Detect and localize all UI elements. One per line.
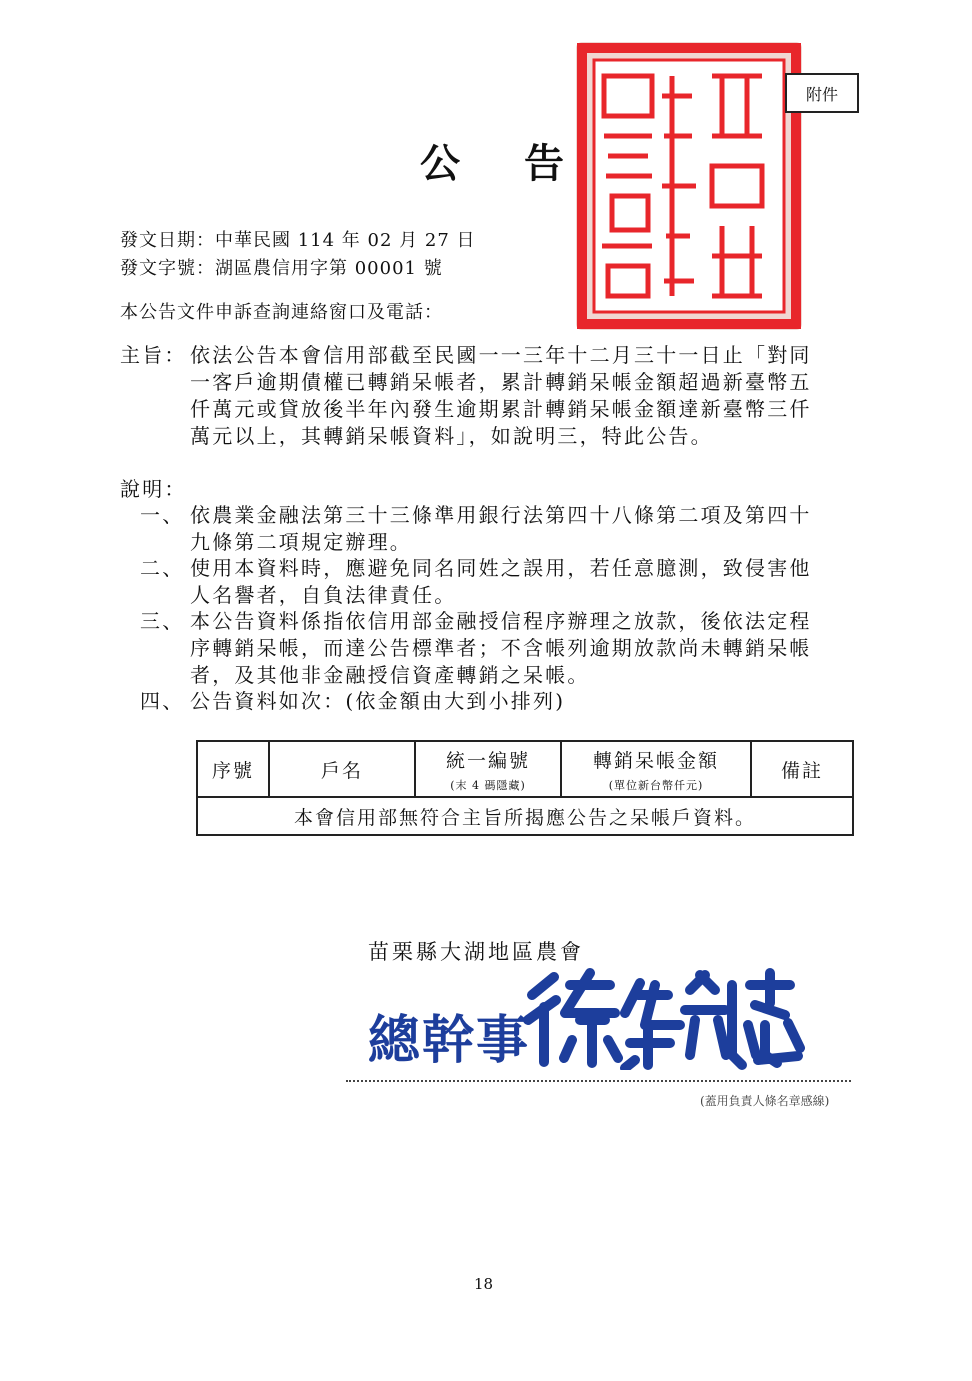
explain-label: 說明： bbox=[120, 477, 187, 501]
table-row bbox=[197, 797, 853, 835]
subject-line: 依法公告本會信用部截至民國一一三年十二月三十一日止「對同 bbox=[190, 343, 812, 367]
header-cell-amount: 轉銷呆帳金額 (單位新台幣仟元) bbox=[561, 741, 751, 797]
item-line: 依農業金融法第三十三條準用銀行法第四十八條第二項及第四十 bbox=[190, 503, 812, 527]
item-text bbox=[190, 688, 850, 715]
contact-line: 本公告文件申訴查詢連絡窗口及電話： bbox=[120, 302, 443, 323]
item-number: 一、 bbox=[140, 503, 185, 527]
attachment-label: 附件 bbox=[785, 73, 859, 113]
subject-line: 一客戶逾期債權已轉銷呆帳者，累計轉銷呆帳金額超過新臺幣五 bbox=[190, 370, 812, 394]
table-header-row bbox=[197, 741, 853, 797]
page-number: 18 bbox=[474, 1275, 494, 1293]
subject-label: 主旨： bbox=[120, 343, 187, 367]
item-line: 九條第二項規定辦理。 bbox=[190, 530, 412, 554]
item-number: 二、 bbox=[140, 556, 185, 580]
general-manager-label: 總幹事 bbox=[368, 1011, 531, 1071]
item-text bbox=[190, 555, 850, 609]
item-line: 本公告資料係指依信用部金融授信程序辦理之放款，後依法定程 bbox=[190, 609, 812, 633]
subject-line: 仟萬元或貸放後半年內發生逾期累計轉銷呆帳金額達新臺幣三仟 bbox=[190, 397, 812, 421]
signature-note: (蓋用負責人條名章感線) bbox=[700, 1094, 830, 1108]
issue-number: 發文字號：湖區農信用字第 00001 號 bbox=[120, 258, 443, 279]
subject-body bbox=[190, 342, 850, 450]
signature-line bbox=[346, 1080, 851, 1082]
item-line: 者，及其他非金融授信資產轉銷之呆帳。 bbox=[190, 663, 590, 687]
organization-name: 苗栗縣大湖地區農會 bbox=[368, 940, 584, 964]
issue-date: 發文日期：中華民國 114 年 02 月 27 日 bbox=[120, 230, 476, 251]
subject-line: 萬元以上，其轉銷呆帳資料」，如說明三，特此公告。 bbox=[190, 424, 713, 448]
item-number: 四、 bbox=[140, 689, 185, 713]
handwritten-signature bbox=[520, 965, 810, 1070]
item-line: 序轉銷呆帳，而達公告標準者；不含帳列逾期放款尚未轉銷呆帳 bbox=[190, 636, 812, 660]
header-cell-name: 戶名 bbox=[269, 741, 415, 797]
header-cell-note: 備註 bbox=[751, 741, 853, 797]
document-title: 公告 bbox=[420, 140, 628, 187]
header-cell-index: 序號 bbox=[197, 741, 269, 797]
item-line: 公告資料如次：(依金額由大到小排列) bbox=[190, 689, 566, 713]
item-number: 三、 bbox=[140, 609, 185, 633]
item-text bbox=[190, 502, 850, 556]
item-line: 使用本資料時，應避免同名同姓之誤用，若任意臆測，致侵害他 bbox=[190, 556, 812, 580]
bad-debt-table bbox=[196, 740, 854, 836]
item-text bbox=[190, 608, 850, 689]
item-line: 人名譽者，自負法律責任。 bbox=[190, 583, 457, 607]
header-cell-id: 統一編號 (末 4 碼隱藏) bbox=[415, 741, 561, 797]
table-body-text: 本會信用部無符合主旨所揭應公告之呆帳戶資料。 bbox=[197, 797, 853, 835]
